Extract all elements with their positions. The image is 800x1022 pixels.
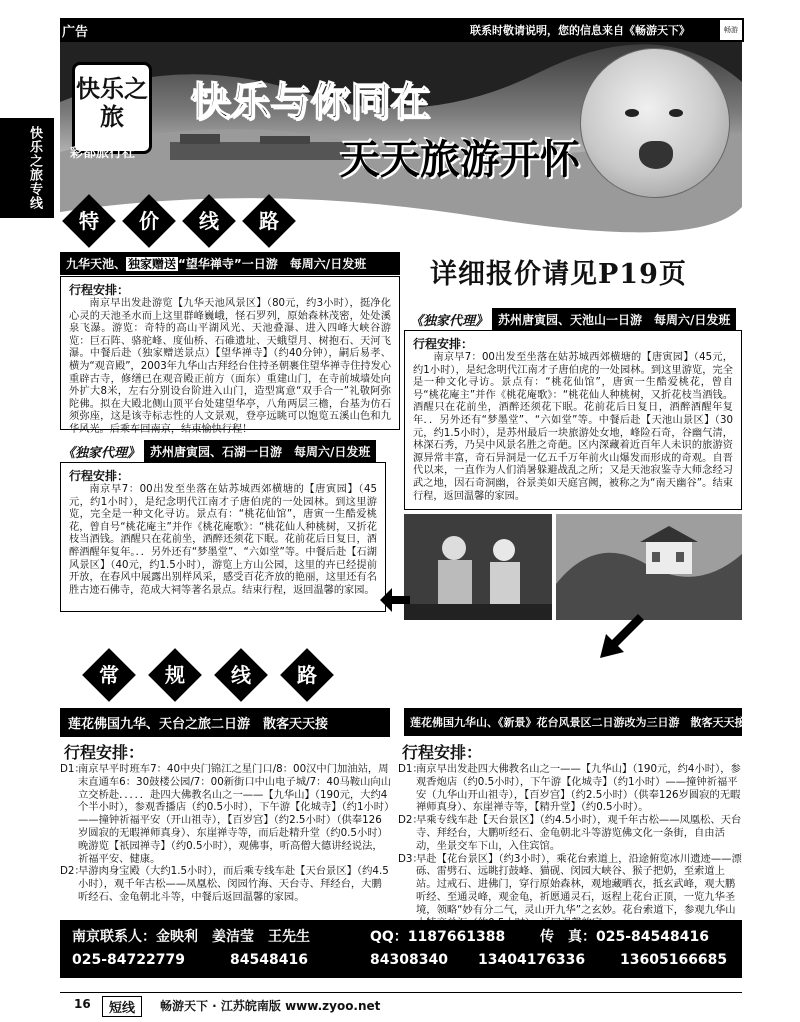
heading-char: 路 bbox=[242, 194, 296, 248]
exclusive-agent-tag: 《独家代理》 bbox=[62, 446, 141, 461]
page-number: 16 bbox=[74, 997, 91, 1011]
baby-photo bbox=[580, 48, 730, 198]
day2-row: D2： 早乘专线车赴【天台景区】（约4.5小时），观千年古松——凤凰松、天台寺、拜经台，大鹏听经石、金龟朝北斗等游览佛文化一条街，自由活动，坐景交车下山，入住宾馆。 bbox=[398, 814, 742, 852]
route3-title bbox=[410, 308, 736, 331]
contact-notice: 联系时敬请说明，您的信息来自《畅游天下》 bbox=[470, 24, 690, 37]
schedule-label: 行程安排： bbox=[413, 337, 474, 351]
slogan-line-2: 天天旅游开怀 bbox=[340, 136, 580, 183]
day3-text: 早赴【花台景区】（约3小时），乘花台索道上，沿途俯览冰川遗迹——漂砾、雷劈石、远眺打鼓峰、猫砚、闵园大峡谷、猴子把奶，至索道上站。过戒石、进佛门，穿行原始森林，观地藏晒衣，抵玄武峰，观大鹏听经、至通灵峰，观金龟，祈愿通灵石，返程上花台正顶，一览九华圣境，领略“妙有分二气，灵山开九华”之玄妙。花台索道下，参观九华山 bbox=[416, 852, 742, 916]
day1-text: 南京早出发赴四大佛教名山之一——【九华山】（190元，约4小时），参观香炮店（约0.5小时），下午游【化城寺】（约1小时）——撞钟祈福平安（九华山开山祖寺），【百岁宫】（约2.5小时）（供奉126岁圆寂的无暇禅师真身）、东崖禅寺等，【精升堂】（约0.5小时）。 bbox=[416, 763, 741, 814]
arrow-left-icon bbox=[380, 588, 410, 612]
day2-text: 早游肉身宝殿（大约1.5小时），而后乘专线车赴【天台景区】（约4.5小时），观千年古松——凤凰松、闵园竹海、天台寺、拜经台，大鹏听经石、金龟朝北斗等，中餐后返回温馨的家园。 bbox=[78, 865, 389, 903]
fax-number: 传 真：025-84548416 bbox=[540, 929, 709, 945]
price-reference: 详细报价请见P19页 bbox=[430, 259, 687, 290]
schedule-label: 行程安排： bbox=[402, 743, 483, 762]
route1-description: 南京早出发赴游览【九华天池风景区】（80元，约3小时），挺净化心灵的天池圣水而上这里群峰巍峨，怪石罗列，原始森林茂密，处处溪泉飞瀑。游览：奇特的高山平湖风光、天池叠瀑、进入四峰大峡谷游览：巨石阵、骆驼峰、度仙桥、石碓遗址、天蛾望月、树抱石、天河飞瀑。中餐后赴（独家赠送景点）【望华禅寺】（约40分钟），嗣后易孝、横为“观音殿”，2003年九华山古拜经台住持圣朝裹住望华禅寺住持发心重辟古寺，修缮已在观音殿正前方（面东）重建山门，在寺前城墙处向外扩大8米，左右分别设台阶进入山门，造型寓意“双手合一”礼敬阿弥陀佛。拟在大殿北侧山顶平台处建望华亭，八角两层三檐，台基为仿石须弥座，这是该寺标志性的人文景观，登亭远眺可以饱览五溪山色和九华风光。后乘车回南京，结束愉快行程！ bbox=[69, 298, 391, 435]
heading-char: 线 bbox=[214, 648, 268, 702]
heading-char: 线 bbox=[182, 194, 236, 248]
route3-title-bar: 苏州唐寅园、天池山一日游 每周六/日发班 bbox=[492, 308, 736, 331]
brand-subtitle: 彩都旅行社 bbox=[70, 146, 136, 161]
route2-card bbox=[60, 462, 386, 612]
route3-card bbox=[404, 330, 742, 510]
heading-char: 常 bbox=[82, 648, 136, 702]
regular-right-itinerary bbox=[398, 740, 742, 929]
route3-description: 南京早7：00出发至坐落在姑苏城西郊横塘的【唐寅园】（45元，约1小时），是纪念明代江南才子唐伯虎的一处园林。到这里游览，完全是一种文化寻访。景点有：“桃花仙馆”，唐寅一生酷爱桃花，曾自号“桃花庵主”并作《桃花庵歌》：“桃花仙人种桃树，又折花枝当酒钱。酒醒只在花前坐，酒醉还须花下眠。花前花后日复日，酒醉酒醒年复年．．另外还有“梦墨堂”、“六如堂”等。中餐后赴【天池山景区】（30元，约1.5小时），是苏州最后一块旅游处女地，峰险石奇，谷幽气清，林深石秀，乃吴中风景名胜之奇葩。区内深藏着近百年人未识的旅游资源异常丰富，奇石异洞是一亿五千万年前火山爆发而形成的奇观。自晋代以来，一直作为人们消暑躲避战乱之所；又是天池寂鉴寺大师念经习武之地，因石奇洞幽，谷景美如天庭宫阙，被称之为“南天幽谷”。结束行程，返回温馨的家园。 bbox=[413, 352, 733, 502]
section-tag: 短线 bbox=[102, 996, 142, 1017]
heading-char: 特 bbox=[62, 194, 116, 248]
route2-title-bar: 苏州唐寅园、石湖一日游 每周六/日发班 bbox=[144, 440, 376, 463]
ad-label: 广告 bbox=[62, 25, 89, 40]
qq-number: QQ：1187661388 bbox=[370, 929, 506, 945]
page-footer bbox=[60, 992, 742, 1014]
day1-text: 南京早平时班车7：40中央门锦江之星门口/8：00汉中门加油站，周末直通车6：30鼓楼公园/7：00新街口中山电子城/7：40马鞍山向山立交桥赴．．．．．赴四大佛教名山之一——【九华山】（190元，大约4个半小时），参观香播店（约0.5小时），下午游【化城寺】（约1小时）——撞钟祈福平安（开山祖寺），【百岁宫】（约2.5小时）（供奉126岁圆寂的无暇禅师真身）、东崖禅寺等，而后赴精升堂（约0.5小时）晚游览【祇园禅寺】（约0.5小时），观佛事，听高僧大德讲经说法，祈福平安、健康。 bbox=[78, 763, 392, 865]
special-routes-heading bbox=[60, 198, 300, 244]
route2-description: 南京早7：00出发至坐落在姑苏城西郊横塘的【唐寅园】（45元，约1小时），是纪念明代江南才子唐伯虎的一处园林。到这里游览，完全是一种文化寻访。景点有：“桃花仙馆”，唐寅一生酷爱桃花，曾自号“桃花庵主”并作《桃花庵歌》：“桃花仙人种桃树，又折花枝当酒钱。酒醒只在花前坐，酒醉还须花下眠。花前花后日复日，酒醉酒醒年复年。．．另外还有“梦墨堂”、“六如堂”等。中餐后赴【石湖风景区】（40元，约1.5小时），游览上方山公园，这里的卉已经提前开放，在春风中展露出别样风采，感受百花齐放的艳丽，这里还有名胜古迹石佛寺，范成大祠等著名景点。结束行程，返回温馨的家园。 bbox=[69, 484, 377, 596]
contact-persons: 南京联系人：金映利 姜洁莹 王先生 bbox=[72, 929, 310, 945]
regular-left-title-bar: 莲花佛国九华、天台之旅二日游 散客天天接 bbox=[60, 708, 390, 737]
route1-title-bar: 九华天池、 独家赠送 “望华禅寺”一日游 每周六/日发班 bbox=[60, 252, 400, 275]
phone-3: 84308340 bbox=[370, 952, 448, 968]
phone-5: 13605166685 bbox=[620, 952, 728, 968]
exclusive-gift-badge: 独家赠送 bbox=[128, 257, 177, 271]
day1-row: D1： 南京早出发赴四大佛教名山之一——【九华山】（190元，约4小时），参观香炮店（约0.5小时），下午游【化城寺】（约1小时）——撞钟祈福平安（九华山开山祖寺），【百岁宫】（约2.5小时）（供奉126岁圆寂的无暇禅师真身）、东崖禅寺等，【精升堂】（约0.5小时）。 bbox=[398, 763, 741, 814]
eye-icon bbox=[669, 109, 683, 117]
regular-routes-heading bbox=[80, 650, 340, 700]
exclusive-agent-tag: 《独家代理》 bbox=[410, 314, 489, 329]
publisher-logo-icon: 畅游 bbox=[718, 18, 744, 42]
day2-row: D2： 早游肉身宝殿（大约1.5小时），而后乘专线车赴【天台景区】（约4.5小时），观千年古松——凤凰松、闵园竹海、天台寺、拜经台，大鹏听经石、金龟朝北斗等，中餐后返回温馨的家园。 bbox=[60, 865, 392, 903]
brand-logo bbox=[72, 62, 152, 154]
temple-image bbox=[556, 514, 742, 620]
mouth-icon bbox=[639, 141, 673, 169]
route2-title bbox=[62, 440, 376, 463]
side-section-tab: 快乐之旅专线 bbox=[0, 118, 54, 218]
schedule-label: 行程安排： bbox=[69, 283, 130, 297]
day3-row: D3： 早赴【花台景区】（约3小时），乘花台索道上，沿途俯览冰川遗迹——漂砾、雷劈石、远眺打鼓峰、猫砚、闵园大峡谷、猴子把奶，至索道上站。过戒石、进佛门，穿行原始森林，观地藏晒衣，抵玄武峰，观大鹏听经、至通灵峰，观金龟，祈愿通灵石，返程上花台正顶，一览九华圣境，领略“妙有分二气，灵山开九华”之玄妙。花台索道下，参观九华山 bbox=[398, 853, 742, 930]
brand-name: 快乐之旅 bbox=[76, 74, 148, 131]
publication-info: 畅游天下 · 江苏皖南版 www.zyoo.net bbox=[160, 999, 381, 1013]
schedule-label: 行程安排： bbox=[64, 743, 145, 762]
day2-text: 早乘专线车赴【天台景区】（约4.5小时），观千年古松——凤凰松、天台寺、拜经台，大鹏听经石、金龟朝北斗等游览佛文化一条街，自由活动，坐景交车下山，入住宾馆。 bbox=[416, 814, 742, 852]
contact-footer bbox=[60, 920, 742, 978]
phone-4: 13404176336 bbox=[478, 952, 586, 968]
heading-char: 路 bbox=[280, 648, 334, 702]
regular-left-itinerary bbox=[60, 740, 392, 904]
day1-row: D1： 南京早平时班车7：40中央门锦江之星门口/8：00汉中门加油站，周末直通车6：30鼓楼公园/7：00新街口中山电子城/7：40马鞍山向山立交桥赴．．．．．赴四大佛教名山之一——【九华山】（190元，大约4个半小时），参观香播店（约0.5小时），下午游【化城寺】（约1小时）——撞钟祈福平安（开山祖寺），【百岁宫】（约2.5小时）（供奉126岁圆寂的无暇禅师真身）、东崖禅寺等，而后赴精升堂（约0.5小时）晚游览【祇园禅寺】（约0.5小时），观佛事，听高僧大德讲经说法，祈福平安、健康。 bbox=[60, 763, 392, 865]
schedule-label: 行程安排： bbox=[69, 469, 130, 483]
heading-char: 价 bbox=[122, 194, 176, 248]
performers-image bbox=[404, 514, 552, 620]
slogan-line-1: 快乐与你同在 bbox=[190, 78, 430, 125]
heading-char: 规 bbox=[148, 648, 202, 702]
temple-photo bbox=[556, 514, 742, 620]
phone-1: 025-84722779 bbox=[72, 952, 185, 968]
regular-right-title-bar: 莲花佛国九华山、《新景》花台风景区二日游改为三日游 散客天天接 bbox=[404, 708, 742, 736]
phone-2: 84548416 bbox=[230, 952, 308, 968]
arrow-down-left-icon bbox=[600, 614, 644, 658]
performers-photo bbox=[404, 514, 552, 620]
eye-icon bbox=[625, 109, 639, 117]
route1-card bbox=[60, 276, 400, 435]
